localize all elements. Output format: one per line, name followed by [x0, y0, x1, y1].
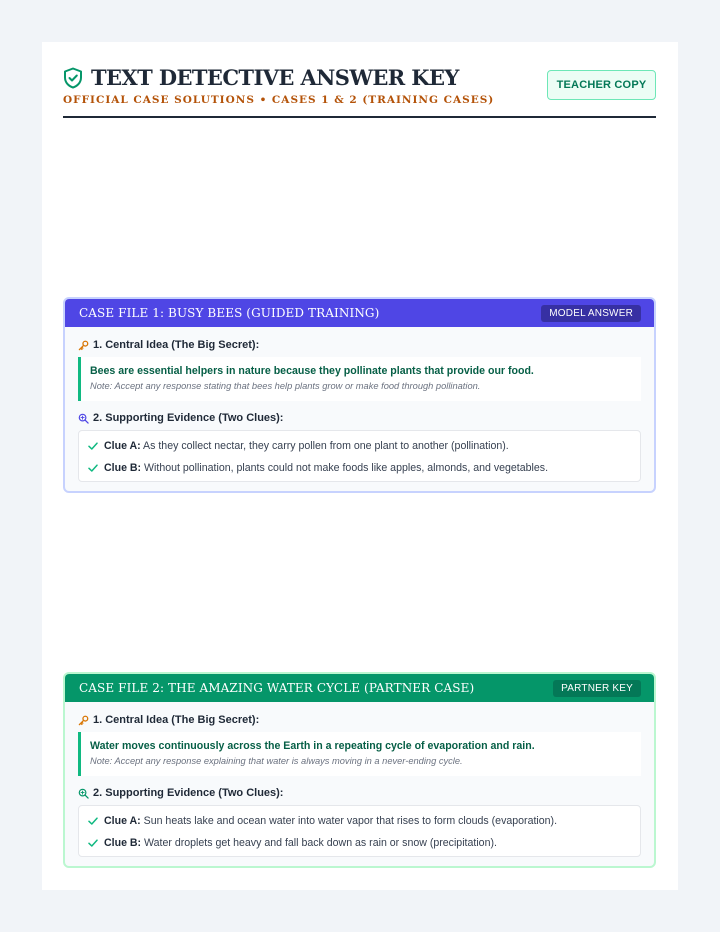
- check-icon: [88, 838, 98, 848]
- evidence-label: [78, 411, 641, 425]
- magnifier-icon: [78, 413, 89, 424]
- case-title: CASE FILE 1: BUSY BEES (GUIDED TRAINING): [79, 306, 380, 320]
- key-icon: [78, 715, 89, 726]
- clue-text: Sun heats lake and ocean water into water vapor that rises to form clouds (evaporation).: [143, 815, 558, 827]
- teacher-copy-badge: TEACHER COPY: [547, 70, 656, 100]
- clue-text: Water droplets get heavy and fall back down as rain or snow (precipitation).: [144, 837, 497, 849]
- clue-label: Clue B:: [104, 837, 142, 849]
- case-header: [65, 299, 654, 327]
- shield-check-icon: [63, 67, 83, 89]
- answer-key-page: [42, 42, 678, 890]
- check-icon: [88, 463, 98, 473]
- case-tag: PARTNER KEY: [553, 680, 641, 697]
- clue-label: Clue A:: [104, 440, 141, 452]
- central-idea-label-text: 1. Central Idea (The Big Secret):: [93, 339, 260, 351]
- case-body: [65, 327, 654, 482]
- clue-list: [78, 430, 641, 482]
- clue-label: Clue B:: [104, 462, 142, 474]
- clue-label: Clue A:: [104, 815, 141, 827]
- page-header: [63, 66, 656, 118]
- evidence-label-text: 2. Supporting Evidence (Two Clues):: [93, 412, 284, 424]
- case-file-2: [63, 672, 656, 868]
- check-icon: [88, 816, 98, 826]
- clue-item: [88, 832, 631, 854]
- evidence-label: [78, 786, 641, 800]
- key-icon: [78, 340, 89, 351]
- check-icon: [88, 441, 98, 451]
- case-body: [65, 702, 654, 857]
- central-idea-box: [78, 732, 641, 776]
- magnifier-icon: [78, 788, 89, 799]
- title-row: [63, 66, 459, 90]
- central-idea-box: [78, 357, 641, 401]
- case-tag: MODEL ANSWER: [541, 305, 641, 322]
- central-idea-label-text: 1. Central Idea (The Big Secret):: [93, 714, 260, 726]
- clue-item: [88, 810, 631, 832]
- clue-item: [88, 435, 631, 457]
- clue-list: [78, 805, 641, 857]
- clue-item: [88, 457, 631, 479]
- central-idea-text: Water moves continuously across the Earth in a repeating cycle of evaporation and rain.: [90, 740, 535, 752]
- central-idea-label: [78, 713, 641, 727]
- page-subtitle: OFFICIAL CASE SOLUTIONS • CASES 1 & 2 (TRAINING CASES): [63, 94, 495, 106]
- clue-text: Without pollination, plants could not make foods like apples, almonds, and vegetables.: [144, 462, 549, 474]
- central-idea-text: Bees are essential helpers in nature because they pollinate plants that provide our food.: [90, 365, 534, 377]
- central-idea-label: [78, 338, 641, 352]
- grading-note: Note: Accept any response explaining that water is always moving in a never-ending cycle.: [90, 756, 463, 766]
- grading-note: Note: Accept any response stating that bees help plants grow or make food through pollination.: [90, 381, 481, 391]
- case-title: CASE FILE 2: THE AMAZING WATER CYCLE (PARTNER CASE): [79, 681, 475, 695]
- page-title: TEXT DETECTIVE ANSWER KEY: [91, 65, 459, 90]
- clue-text: As they collect nectar, they carry pollen from one plant to another (pollination).: [143, 440, 509, 452]
- case-file-1: [63, 297, 656, 493]
- evidence-label-text: 2. Supporting Evidence (Two Clues):: [93, 787, 284, 799]
- case-header: [65, 674, 654, 702]
